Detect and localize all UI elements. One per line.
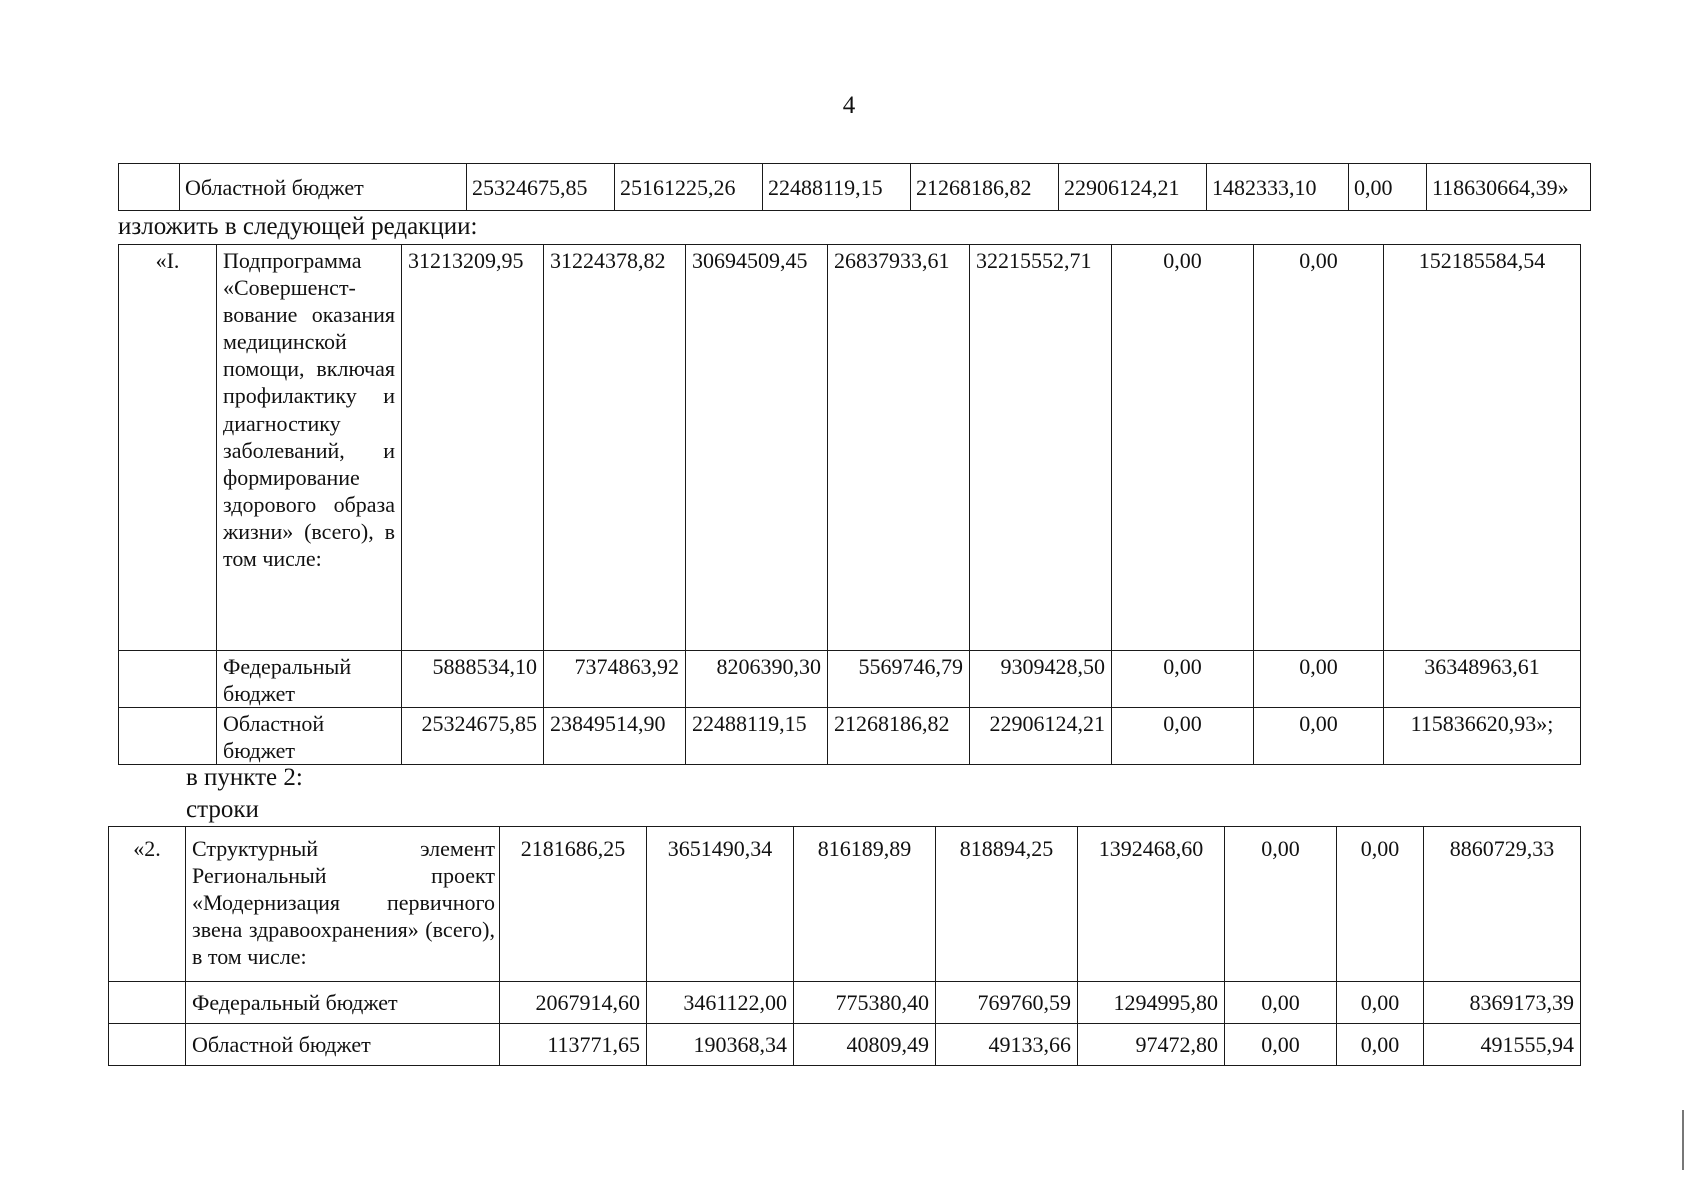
value-cell: 3651490,34 xyxy=(647,827,794,982)
instruction-rows: строки xyxy=(186,796,259,823)
value-cell: 8860729,33 xyxy=(1424,827,1581,982)
value-cell: 5888534,10 xyxy=(402,651,544,708)
table-row xyxy=(119,651,1581,708)
table-row xyxy=(109,982,1581,1024)
row-marker xyxy=(109,982,186,1024)
value-cell: 3461122,00 xyxy=(647,982,794,1024)
value-cell: 2181686,25 xyxy=(500,827,647,982)
value-cell: 21268186,82 xyxy=(911,164,1059,211)
table-row xyxy=(109,827,1581,982)
value-cell: 5569746,79 xyxy=(828,651,970,708)
scan-edge-mark xyxy=(1682,1110,1684,1170)
value-cell: 816189,89 xyxy=(794,827,936,982)
row-marker xyxy=(109,1024,186,1066)
row-marker xyxy=(119,651,217,708)
row-marker xyxy=(119,708,217,765)
value-cell: 0,00 xyxy=(1112,245,1254,651)
value-cell: 118630664,39» xyxy=(1427,164,1591,211)
value-cell: 0,00 xyxy=(1349,164,1427,211)
value-cell: 0,00 xyxy=(1254,651,1384,708)
value-cell: 22906124,21 xyxy=(970,708,1112,765)
row-name: Областной бюджет xyxy=(186,1024,500,1066)
subprogram-table xyxy=(118,244,1581,765)
value-cell: 8369173,39 xyxy=(1424,982,1581,1024)
table-row xyxy=(119,708,1581,765)
row-name: Федеральный бюджет xyxy=(186,982,500,1024)
value-cell: 36348963,61 xyxy=(1384,651,1581,708)
row-marker: «2. xyxy=(109,827,186,982)
table-row xyxy=(119,164,1591,211)
table-row xyxy=(109,1024,1581,1066)
value-cell: 1392468,60 xyxy=(1078,827,1225,982)
value-cell: 0,00 xyxy=(1112,708,1254,765)
value-cell: 818894,25 xyxy=(936,827,1078,982)
value-cell: 22488119,15 xyxy=(763,164,911,211)
instruction-point: в пункте 2: xyxy=(186,764,303,791)
value-cell: 32215552,71 xyxy=(970,245,1112,651)
table-row xyxy=(119,245,1581,651)
value-cell: 7374863,92 xyxy=(544,651,686,708)
value-cell: 40809,49 xyxy=(794,1024,936,1066)
value-cell: 769760,59 xyxy=(936,982,1078,1024)
value-cell: 23849514,90 xyxy=(544,708,686,765)
value-cell: 25161225,26 xyxy=(615,164,763,211)
old-table-tail xyxy=(118,163,1591,211)
page-number: 4 xyxy=(842,92,856,119)
value-cell: 0,00 xyxy=(1254,245,1384,651)
value-cell: 0,00 xyxy=(1225,827,1337,982)
value-cell: 113771,65 xyxy=(500,1024,647,1066)
value-cell: 190368,34 xyxy=(647,1024,794,1066)
value-cell: 0,00 xyxy=(1254,708,1384,765)
value-cell: 775380,40 xyxy=(794,982,936,1024)
value-cell: 0,00 xyxy=(1112,651,1254,708)
value-cell: 30694509,45 xyxy=(686,245,828,651)
value-cell: 115836620,93»; xyxy=(1384,708,1581,765)
value-cell: 8206390,30 xyxy=(686,651,828,708)
row-name: Структурный элемент Региональный проект «Модернизация первичного звена здравоохранения» (всего), в том числе: xyxy=(186,827,500,982)
value-cell: 21268186,82 xyxy=(828,708,970,765)
row-marker xyxy=(119,164,180,211)
row-name: Подпрограмма «Совершенст-вование оказания медицинской помощи, включая профилактику и диагностику заболеваний, и формирование здорового образа жизни» (всего), в том числе: xyxy=(217,245,402,651)
value-cell: 25324675,85 xyxy=(467,164,615,211)
point2-table xyxy=(108,826,1581,1066)
value-cell: 9309428,50 xyxy=(970,651,1112,708)
value-cell: 0,00 xyxy=(1337,827,1424,982)
value-cell: 0,00 xyxy=(1225,1024,1337,1066)
value-cell: 0,00 xyxy=(1337,1024,1424,1066)
value-cell: 491555,94 xyxy=(1424,1024,1581,1066)
value-cell: 0,00 xyxy=(1337,982,1424,1024)
value-cell: 22488119,15 xyxy=(686,708,828,765)
value-cell: 152185584,54 xyxy=(1384,245,1581,651)
instruction-replace: изложить в следующей редакции: xyxy=(118,213,478,240)
value-cell: 2067914,60 xyxy=(500,982,647,1024)
row-marker: «I. xyxy=(119,245,217,651)
value-cell: 31224378,82 xyxy=(544,245,686,651)
value-cell: 49133,66 xyxy=(936,1024,1078,1066)
value-cell: 26837933,61 xyxy=(828,245,970,651)
value-cell: 22906124,21 xyxy=(1059,164,1207,211)
row-name: Областной бюджет xyxy=(217,708,402,765)
value-cell: 25324675,85 xyxy=(402,708,544,765)
row-name: Областной бюджет xyxy=(180,164,467,211)
value-cell: 97472,80 xyxy=(1078,1024,1225,1066)
row-name: Федеральный бюджет xyxy=(217,651,402,708)
value-cell: 31213209,95 xyxy=(402,245,544,651)
value-cell: 0,00 xyxy=(1225,982,1337,1024)
value-cell: 1294995,80 xyxy=(1078,982,1225,1024)
value-cell: 1482333,10 xyxy=(1207,164,1349,211)
